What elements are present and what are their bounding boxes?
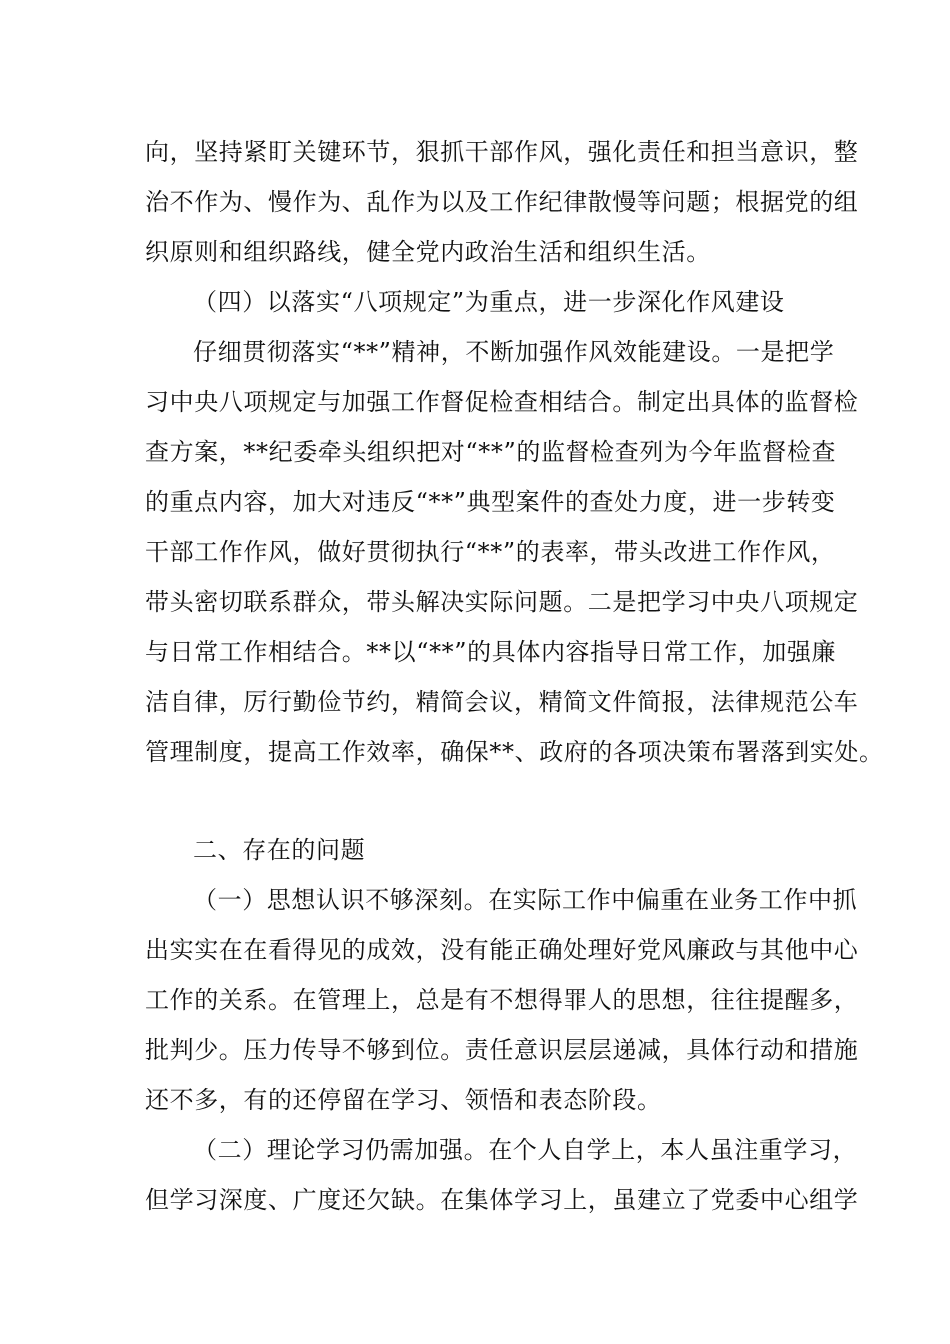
- paragraph-line: 批判少。压力传导不够到位。责任意识层层递减，具体行动和措施: [145, 1036, 859, 1064]
- paragraph-line: 习中央八项规定与加强工作督促检查相结合。制定出具体的监督检: [145, 388, 859, 416]
- paragraph-line: 还不多，有的还停留在学习、领悟和表态阶段。: [145, 1086, 662, 1114]
- paragraph-line: 查方案，**纪委牵头组织把对“**”的监督检查列为今年监督检查: [145, 438, 837, 466]
- paragraph-line: 工作的关系。在管理上，总是有不想得罪人的思想，往往提醒多，: [145, 986, 859, 1014]
- paragraph-line: 治不作为、慢作为、乱作为以及工作纪律散慢等问题；根据党的组: [145, 188, 859, 216]
- paragraph-line: 出实实在在看得见的成效，没有能正确处理好党风廉政与其他中心: [145, 936, 859, 964]
- paragraph-line: 向，坚持紧盯关键环节，狠抓干部作风，强化责任和担当意识，整: [145, 138, 859, 166]
- section-heading: 二、存在的问题: [193, 836, 366, 864]
- paragraph-line: （二）理论学习仍需加强。在个人自学上，本人虽注重学习，: [193, 1136, 858, 1164]
- paragraph-line: 但学习深度、广度还欠缺。在集体学习上，虽建立了党委中心组学: [145, 1186, 859, 1214]
- paragraph-line: （一）思想认识不够深刻。在实际工作中偏重在业务工作中抓: [193, 886, 858, 914]
- paragraph-line: 管理制度，提高工作效率，确保**、政府的各项决策布署落到实处。: [145, 738, 884, 766]
- paragraph-line: 与日常工作相结合。**以“**”的具体内容指导日常工作，加强廉: [145, 638, 837, 666]
- paragraph-line: 织原则和组织路线，健全党内政治生活和组织生活。: [145, 238, 711, 266]
- paragraph-line: 带头密切联系群众，带头解决实际问题。二是把学习中央八项规定: [145, 588, 859, 616]
- paragraph-line: 洁自律，厉行勤俭节约，精简会议，精简文件简报，法律规范公车: [145, 688, 859, 716]
- section-heading: （四）以落实“八项规定”为重点，进一步深化作风建设: [193, 288, 785, 316]
- paragraph-line: 的重点内容，加大对违反“**”典型案件的查处力度，进一步转变: [145, 488, 836, 516]
- paragraph-line: 仔细贯彻落实“**”精神，不断加强作风效能建设。一是把学: [193, 338, 835, 366]
- paragraph-line: 干部工作作风，做好贯彻执行“**”的表率，带头改进工作作风，: [145, 538, 836, 566]
